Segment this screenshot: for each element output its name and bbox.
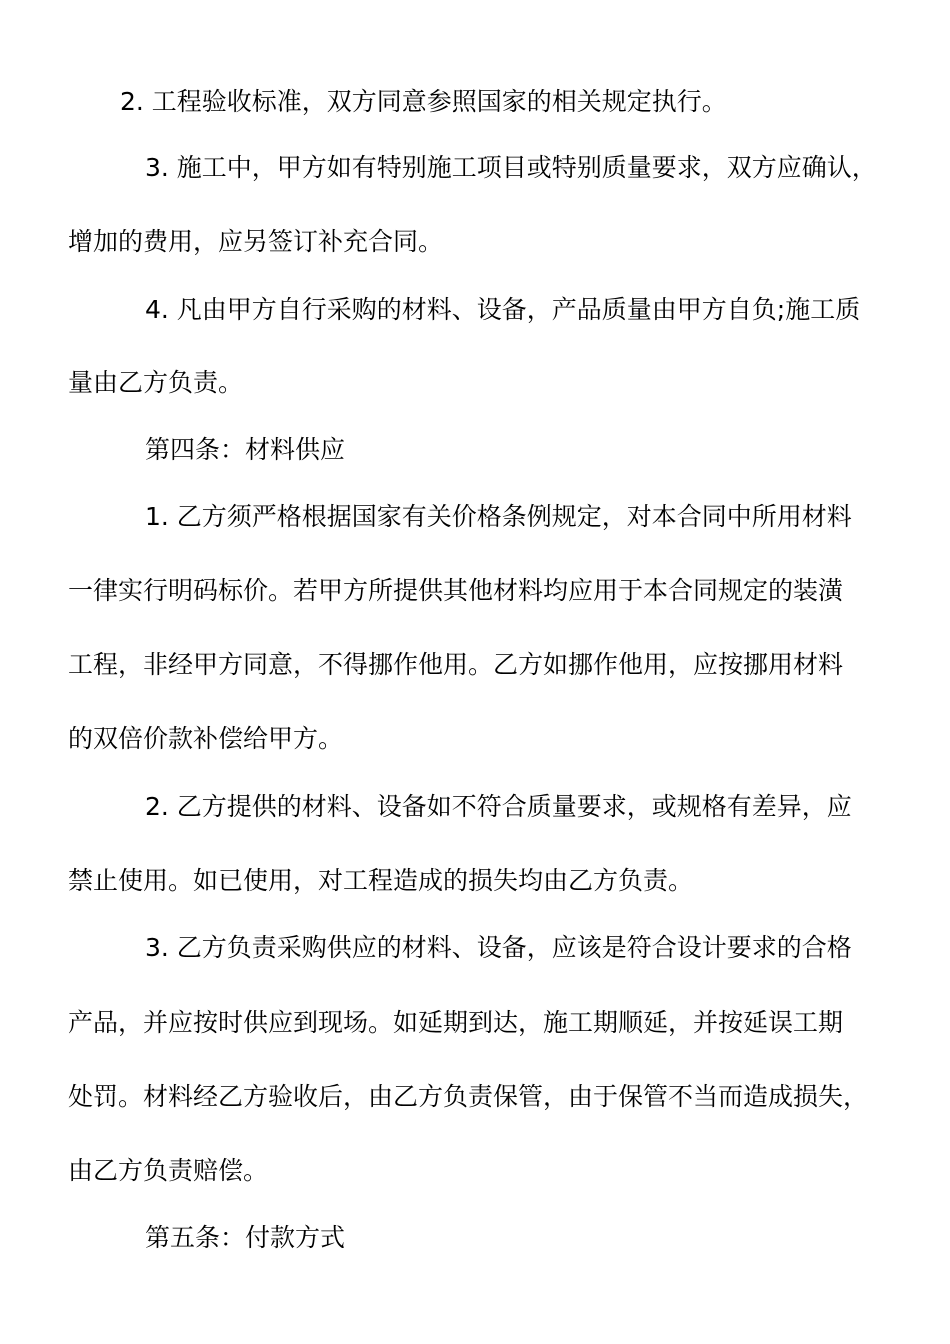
paragraph-line: 2. 乙方提供的材料、设备如不符合质量要求，或规格有差异，应: [145, 792, 852, 821]
section-heading: 第五条：付款方式: [145, 1223, 346, 1252]
paragraph-line: 2. 工程验收标准，双方同意参照国家的相关规定执行。: [120, 87, 727, 116]
paragraph-line: 增加的费用，应另签订补充合同。: [68, 227, 444, 256]
paragraph-line: 一律实行明码标价。若甲方所提供其他材料均应用于本合同规定的装潢: [68, 576, 844, 605]
paragraph-line: 1. 乙方须严格根据国家有关价格条例规定，对本合同中所用材料: [145, 502, 852, 531]
paragraph-line: 的双倍价款补偿给甲方。: [68, 724, 344, 753]
paragraph-line: 3. 施工中，甲方如有特别施工项目或特别质量要求，双方应确认，: [145, 153, 877, 182]
paragraph-line: 处罚。材料经乙方验收后，由乙方负责保管，由于保管不当而造成损失，: [68, 1082, 869, 1111]
paragraph-line: 工程，非经甲方同意，不得挪作他用。乙方如挪作他用，应按挪用材料: [68, 650, 844, 679]
section-heading: 第四条：材料供应: [145, 435, 346, 464]
paragraph-line: 4. 凡由甲方自行采购的材料、设备，产品质量由甲方自负;施工质: [145, 295, 861, 324]
paragraph-line: 量由乙方负责。: [68, 368, 244, 397]
paragraph-line: 3. 乙方负责采购供应的材料、设备，应该是符合设计要求的合格: [145, 933, 852, 962]
paragraph-line: 产品，并应按时供应到现场。如延期到达，施工期顺延，并按延误工期: [68, 1008, 844, 1037]
paragraph-line: 禁止使用。如已使用，对工程造成的损失均由乙方负责。: [68, 866, 694, 895]
paragraph-line: 由乙方负责赔偿。: [68, 1156, 269, 1185]
